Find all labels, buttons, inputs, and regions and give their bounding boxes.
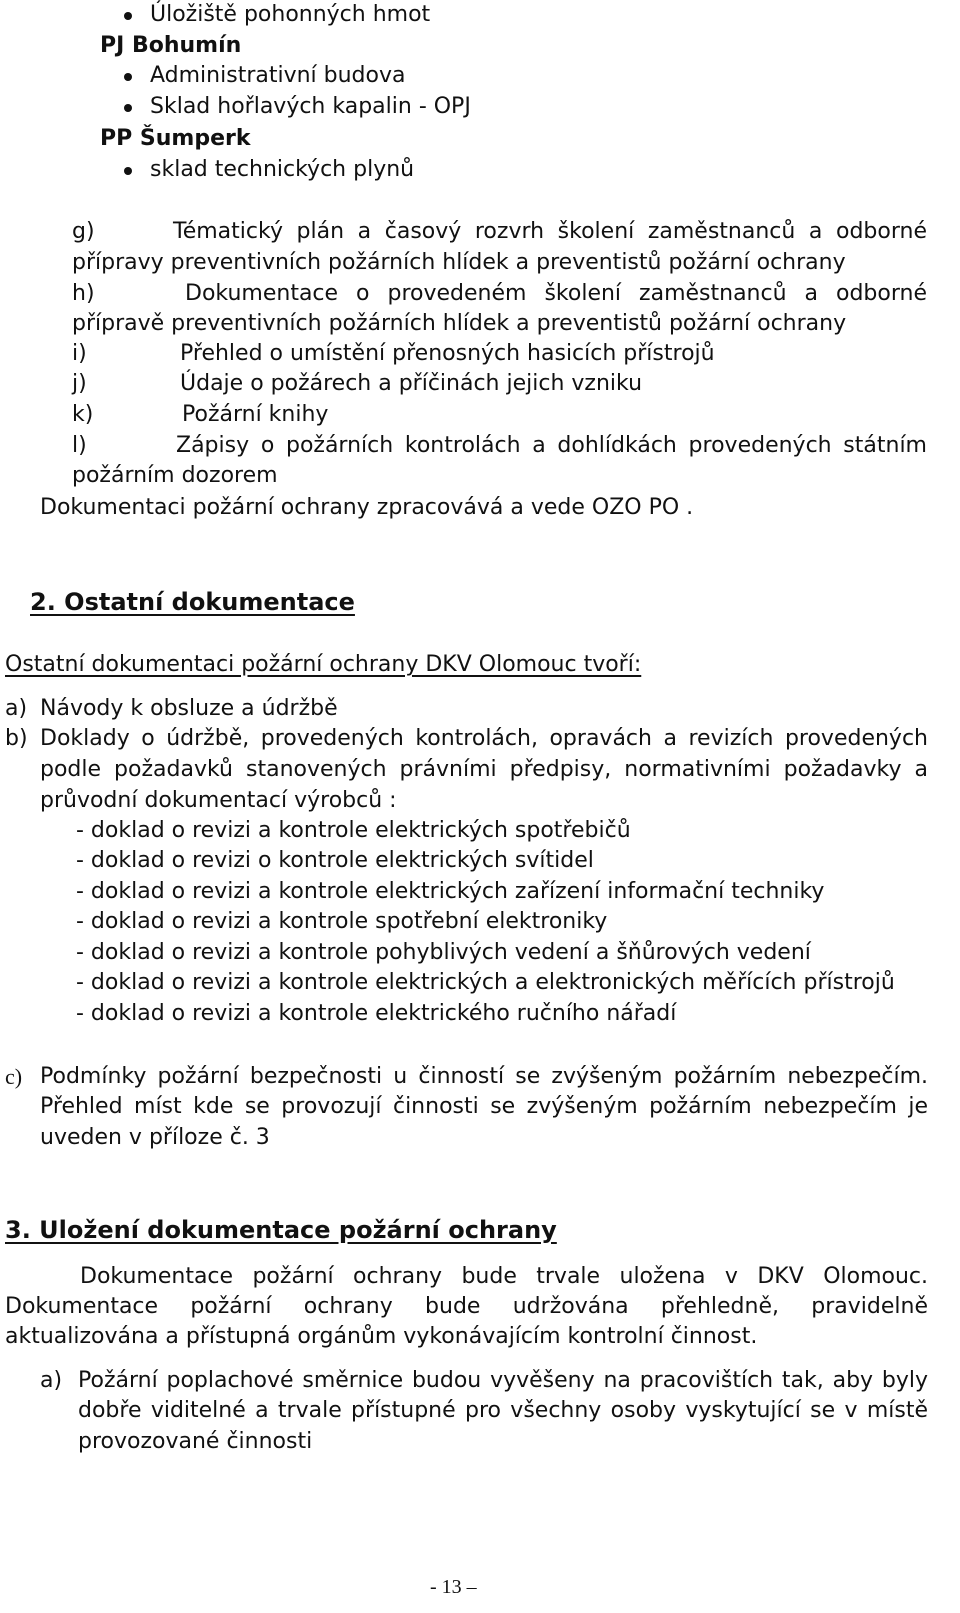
- list-item-text: Údaje o požárech a příčinách jejich vzniku: [180, 371, 643, 396]
- list-item-text: Doklady o údržbě, provedených kontrolách, opravách a revizích provedených: [40, 726, 928, 751]
- dash-item: - doklad o revizi a kontrole elektrických spotřebičů: [76, 818, 631, 843]
- list-letter: c): [5, 1064, 23, 1089]
- list-item-text: Požární poplachové směrnice budou vyvěšeny na pracovištích tak, aby byly: [78, 1368, 928, 1393]
- list-letter: a): [5, 696, 28, 721]
- list-item-cont: přípravy preventivních požárních hlídek a preventistů požární ochrany: [72, 250, 846, 275]
- list-letter: k): [72, 402, 94, 427]
- doc-summary: Dokumentaci požární ochrany zpracovává a vede OZO PO .: [40, 495, 694, 520]
- list-item-text: Dokumentace o provedeném školení zaměstnanců a odborné: [185, 281, 927, 306]
- paragraph-line: Dokumentace požární ochrany bude udržována přehledně, pravidelně: [5, 1294, 928, 1319]
- section2-intro: Ostatní dokumentaci požární ochrany DKV Olomouc tvoří:: [5, 652, 642, 677]
- paragraph-line: Dokumentace požární ochrany bude trvale uložena v DKV Olomouc.: [80, 1264, 928, 1289]
- list-item-text: Požární knihy: [182, 402, 329, 427]
- dash-item: - doklad o revizi a kontrole pohyblivých vedení a šňůrových vedení: [76, 940, 811, 965]
- list-item-text: Přehled míst kde se provozují činnosti se zvýšeným požárním nebezpečím je: [40, 1094, 928, 1119]
- list-item-text: dobře viditelné a trvale přístupné pro všechny osoby vyskytující se v místě: [78, 1398, 928, 1423]
- list-item-text: Návody k obsluze a údržbě: [40, 696, 338, 721]
- list-item-text: průvodní dokumentací výrobců :: [40, 788, 397, 813]
- list-item-text: Tématický plán a časový rozvrh školení zaměstnanců a odborné: [173, 219, 927, 244]
- list-item-cont: přípravě preventivních požárních hlídek a preventistů požární ochrany: [72, 311, 847, 336]
- dash-item: - doklad o revizi a kontrole spotřební elektroniky: [76, 909, 608, 934]
- list-letter: b): [5, 726, 28, 751]
- page-number: - 13 –: [430, 1576, 477, 1598]
- list-letter: h): [72, 281, 95, 306]
- list-letter: g): [72, 219, 95, 244]
- bullet-item: Sklad hořlavých kapalin - OPJ: [150, 92, 471, 122]
- dash-item: - doklad o revizi a kontrole elektrických zařízení informační techniky: [76, 879, 825, 904]
- dash-item: - doklad o revizi a kontrole elektrických a elektronických měřících přístrojů: [76, 970, 895, 995]
- dash-item: - doklad o revizi a kontrole elektrického ručního nářadí: [76, 1001, 677, 1026]
- list-item-text: podle požadavků stanovených právními předpisy, normativními požadavky a: [40, 757, 928, 782]
- list-item-text: Přehled o umístění přenosných hasicích přístrojů: [180, 341, 715, 366]
- list-letter: l): [72, 433, 87, 458]
- dash-item: - doklad o revizi o kontrole elektrických svítidel: [76, 848, 594, 873]
- list-item-text: uveden v příloze č. 3: [40, 1125, 270, 1150]
- list-item-text: provozované činnosti: [78, 1429, 313, 1454]
- list-letter: i): [72, 341, 87, 366]
- paragraph-line: aktualizována a přístupná orgánům vykonávajícím kontrolní činnost.: [5, 1324, 758, 1349]
- section-heading-3: 3. Uložení dokumentace požární ochrany: [5, 1216, 557, 1244]
- section-heading-2: 2. Ostatní dokumentace: [30, 588, 355, 616]
- bullet-item: Administrativní budova: [150, 61, 405, 91]
- list-letter: j): [72, 371, 87, 396]
- list-item-cont: požárním dozorem: [72, 463, 278, 488]
- list-item-text: Podmínky požární bezpečnosti u činností se zvýšeným požárním nebezpečím.: [40, 1064, 928, 1089]
- bullet-item: Úložiště pohonných hmot: [150, 0, 430, 30]
- list-item-text: Zápisy o požárních kontrolách a dohlídkách provedených státním: [176, 433, 927, 458]
- section-title-pp-sumperk: PP Šumperk: [100, 126, 251, 151]
- bullet-item: sklad technických plynů: [150, 155, 414, 185]
- section-title-pj-bohumin: PJ Bohumín: [100, 33, 242, 58]
- list-letter: a): [40, 1368, 63, 1393]
